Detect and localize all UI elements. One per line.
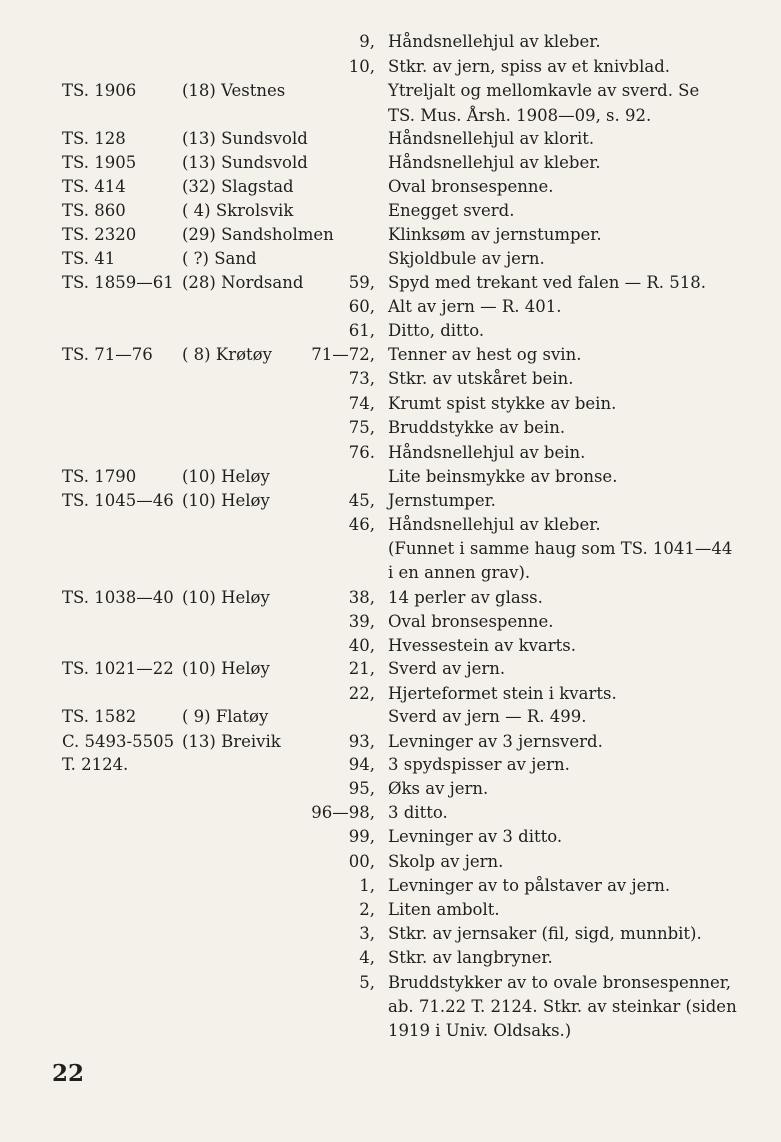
item-description: Håndsnellehjul av bein. [388,443,586,462]
item-description: Hvessestein av kvarts. [388,636,576,655]
item-description: Sverd av jern. [388,659,506,678]
site-name: ( 9) Flatøy [182,707,269,726]
catalog-number: TS. 860 [62,201,126,220]
table-row [0,1019,781,1043]
item-number: 21, [348,659,375,678]
catalog-number: TS. 128 [62,129,126,148]
item-description: Spyd med trekant ved falen — R. 518. [388,273,706,292]
item-description: Stkr. av jern, spiss av et knivblad. [388,57,671,76]
table-row [0,730,781,754]
item-description: Håndsnellehjul av kleber. [388,153,601,172]
item-number: 1, [359,876,375,895]
item-description: Stkr. av jernsaker (fil, sigd, munnbit). [388,924,702,943]
table-row [0,104,781,128]
table-row [0,79,781,103]
table-row [0,55,781,79]
table-row [0,271,781,295]
table-row [0,465,781,489]
site-name: (13) Sundsvold [182,153,308,172]
item-description: Håndsnellehjul av kleber. [388,32,601,51]
item-description: Lite beinsmykke av bronse. [388,467,618,486]
item-description: Skjoldbule av jern. [388,249,545,268]
table-row [0,874,781,898]
item-number: 00, [348,852,375,871]
item-description: 14 perler av glass. [388,588,543,607]
item-description: Ytreljalt og mellomkavle av sverd. Se [388,81,700,100]
item-description: Hjerteformet stein i kvarts. [388,684,617,703]
item-description: Håndsnellehjul av klorit. [388,129,595,148]
table-row [0,898,781,922]
item-number: 93, [348,732,375,751]
catalog-number: T. 2124. [62,755,129,774]
table-row [0,223,781,247]
site-name: (32) Slagstad [182,177,294,196]
item-description: Stkr. av langbryner. [388,948,553,967]
table-row [0,705,781,729]
table-row [0,946,781,970]
site-name: ( 8) Krøtøy [182,345,272,364]
item-number: 96—98, [311,803,375,822]
table-row [0,971,781,995]
table-row [0,127,781,151]
table-row [0,392,781,416]
catalog-number: TS. 41 [62,249,116,268]
item-number: 2, [359,900,375,919]
table-row [0,561,781,585]
item-number: 22, [348,684,375,703]
item-description: TS. Mus. Årsh. 1908—09, s. 92. [388,106,652,125]
item-number: 40, [348,636,375,655]
item-description: ab. 71.22 T. 2124. Stkr. av steinkar (siden [388,997,737,1016]
page-number: 22 [52,1060,85,1087]
table-row [0,30,781,54]
item-number: 39, [348,612,375,631]
site-name: (13) Sundsvold [182,129,308,148]
catalog-number: C. 5493-5505 [62,732,175,751]
table-row [0,367,781,391]
item-number: 75, [348,418,375,437]
table-row [0,199,781,223]
site-name: (18) Vestnes [182,81,286,100]
item-number: 4, [359,948,375,967]
item-number: 5, [359,973,375,992]
table-row [0,175,781,199]
table-row [0,247,781,271]
item-number: 74, [348,394,375,413]
item-number: 3, [359,924,375,943]
item-description: Bruddstykke av bein. [388,418,566,437]
table-row [0,416,781,440]
table-row [0,441,781,465]
catalog-number: TS. 1790 [62,467,137,486]
item-number: 10, [348,57,375,76]
table-row [0,610,781,634]
site-name: (10) Heløy [182,659,270,678]
table-row [0,489,781,513]
item-number: 95, [348,779,375,798]
item-description: Levninger av 3 ditto. [388,827,563,846]
catalog-number: TS. 1905 [62,153,137,172]
item-description: Krumt spist stykke av bein. [388,394,617,413]
item-description: Stkr. av utskåret bein. [388,369,574,388]
site-name: (10) Heløy [182,467,270,486]
catalog-number: TS. 414 [62,177,126,196]
table-row [0,295,781,319]
table-row [0,850,781,874]
catalog-number: TS. 1582 [62,707,137,726]
table-row [0,319,781,343]
item-description: Jernstumper. [388,491,496,510]
item-description: 1919 i Univ. Oldsaks.) [388,1021,572,1040]
item-description: 3 ditto. [388,803,448,822]
site-name: ( 4) Skrolsvik [182,201,294,220]
catalog-number: TS. 1038—40 [62,588,174,607]
table-row [0,657,781,681]
catalog-number: TS. 1045—46 [62,491,174,510]
item-description: Levninger av 3 jernsverd. [388,732,603,751]
site-name: (10) Heløy [182,491,270,510]
catalog-number: TS. 1906 [62,81,137,100]
table-row [0,151,781,175]
item-description: Ditto, ditto. [388,321,485,340]
item-number: 45, [348,491,375,510]
table-row [0,825,781,849]
item-number: 71—72, [311,345,375,364]
item-description: Oval bronsespenne. [388,177,554,196]
site-name: (29) Sandsholmen [182,225,334,244]
item-number: 59, [348,273,375,292]
item-number: 61, [348,321,375,340]
item-description: Bruddstykker av to ovale bronsespenner, [388,973,732,992]
item-description: Håndsnellehjul av kleber. [388,515,601,534]
item-number: 94, [348,755,375,774]
item-description: Liten ambolt. [388,900,500,919]
item-description: (Funnet i samme haug som TS. 1041—44 [388,539,733,558]
table-row [0,537,781,561]
table-row [0,682,781,706]
catalog-number: TS. 71—76 [62,345,153,364]
catalog-number: TS. 1859—61 [62,273,174,292]
item-number: 60, [348,297,375,316]
table-row [0,995,781,1019]
site-name: ( ?) Sand [182,249,257,268]
catalog-number: TS. 2320 [62,225,137,244]
table-row [0,634,781,658]
item-description: Levninger av to pålstaver av jern. [388,876,671,895]
item-number: 46, [348,515,375,534]
item-number: 99, [348,827,375,846]
item-description: Enegget sverd. [388,201,515,220]
table-row [0,343,781,367]
site-name: (13) Breivik [182,732,281,751]
item-number: 9, [359,32,375,51]
table-row [0,753,781,777]
item-number: 76. [348,443,375,462]
item-number: 73, [348,369,375,388]
table-row [0,777,781,801]
item-description: Klinksøm av jernstumper. [388,225,602,244]
catalog-number: TS. 1021—22 [62,659,174,678]
item-description: 3 spydspisser av jern. [388,755,570,774]
table-row [0,922,781,946]
item-description: Alt av jern — R. 401. [388,297,562,316]
item-number: 38, [348,588,375,607]
item-description: i en annen grav). [388,563,531,582]
item-description: Oval bronsespenne. [388,612,554,631]
item-description: Tenner av hest og svin. [388,345,582,364]
item-description: Øks av jern. [388,779,489,798]
item-description: Sverd av jern — R. 499. [388,707,587,726]
table-row [0,513,781,537]
table-row [0,586,781,610]
item-description: Skolp av jern. [388,852,504,871]
site-name: (10) Heløy [182,588,270,607]
table-row [0,801,781,825]
site-name: (28) Nordsand [182,273,304,292]
